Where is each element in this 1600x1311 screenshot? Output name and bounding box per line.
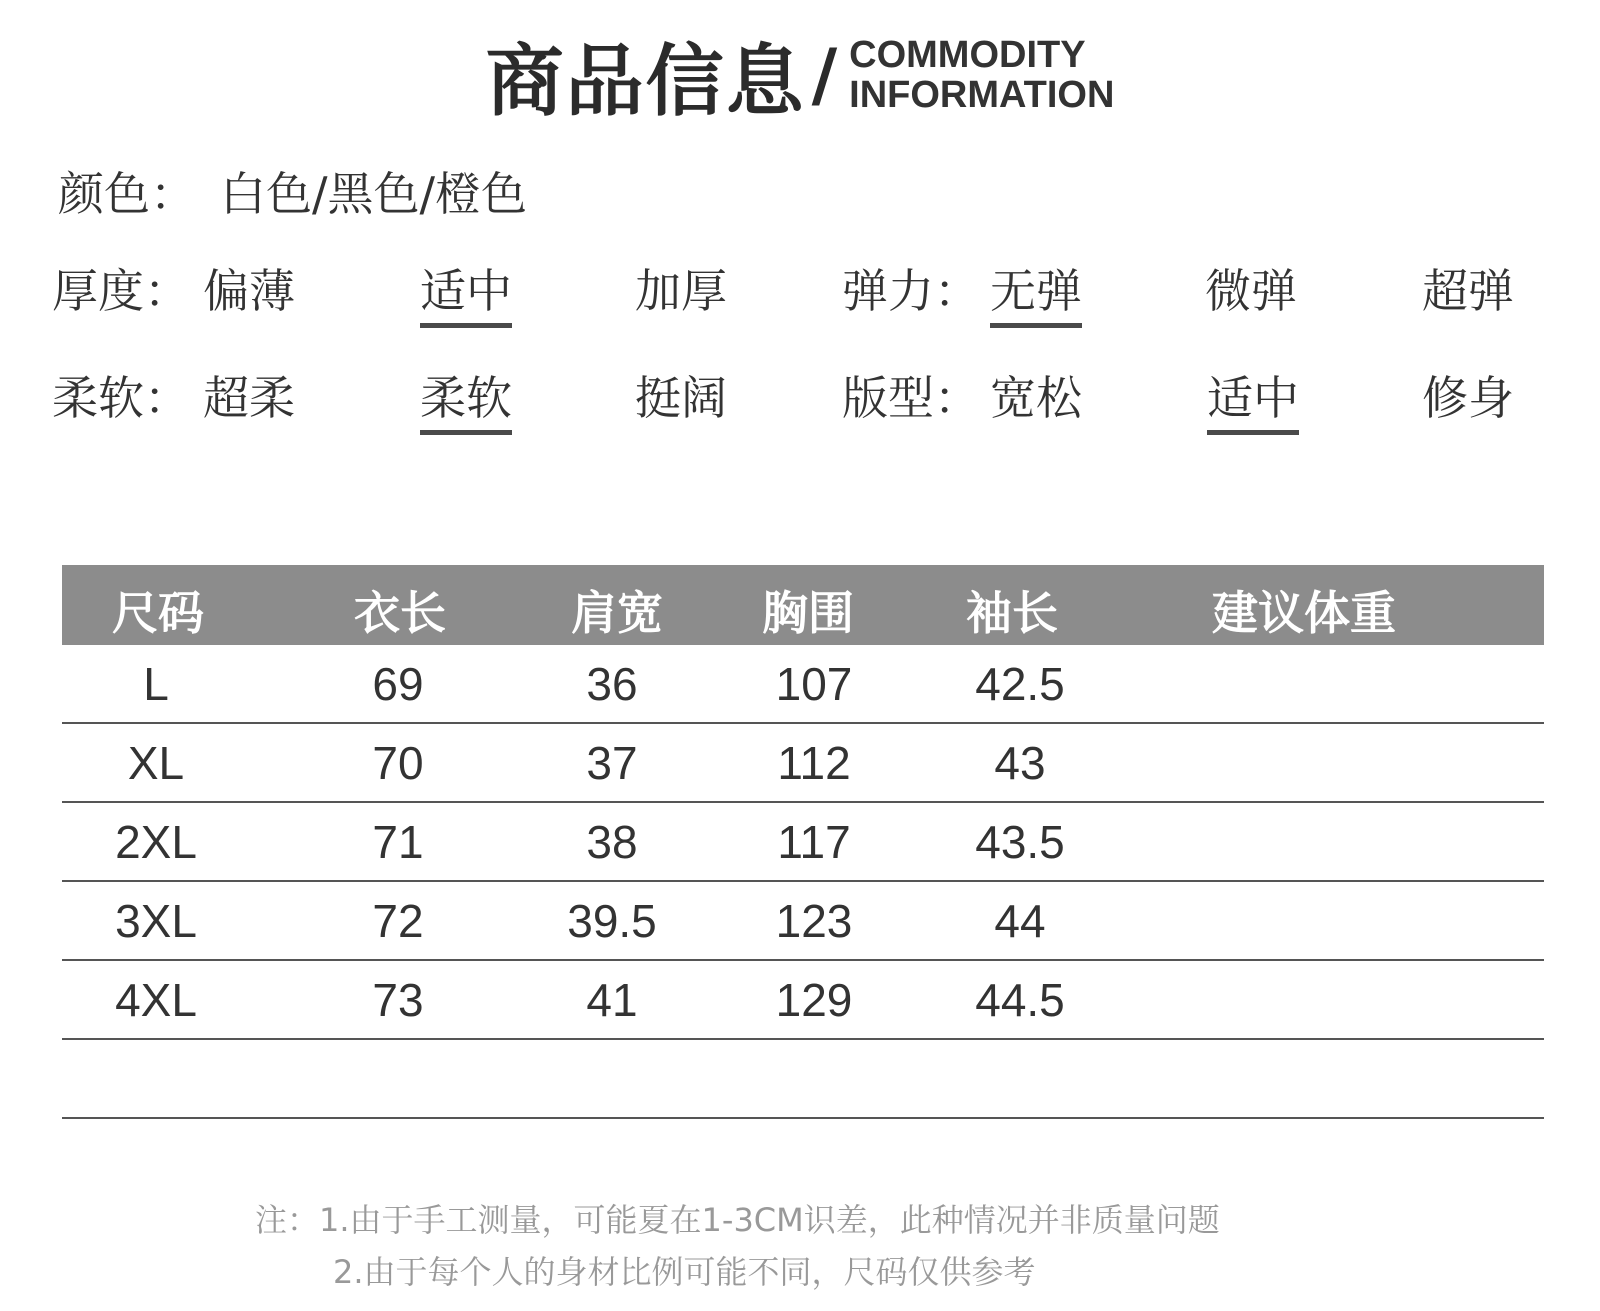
softness-option-super-soft: 超柔	[203, 371, 295, 425]
thickness-option-thick: 加厚	[635, 264, 727, 318]
table-row	[62, 645, 1544, 724]
cell-size: 2XL	[115, 816, 197, 868]
cell-length: 69	[372, 658, 424, 710]
cell-size: 4XL	[115, 974, 197, 1026]
size-table-header	[62, 565, 1544, 645]
thickness-option-medium-selected: 适中	[420, 255, 512, 328]
fit-label: 版型：	[842, 371, 980, 425]
softness-option-stiff: 挺阔	[635, 371, 727, 425]
cell-chest: 117	[777, 816, 851, 868]
title-separator: /	[811, 34, 838, 116]
table-row	[62, 882, 1544, 961]
fit-option-slim: 修身	[1422, 371, 1514, 425]
cell-length: 72	[372, 895, 424, 947]
title-english-line1: COMMODITY	[849, 34, 1086, 76]
cell-size: XL	[127, 737, 185, 789]
fit-option-loose: 宽松	[990, 371, 1082, 425]
cell-sleeve: 43.5	[975, 816, 1065, 868]
title-english	[849, 35, 1114, 115]
softness-option-soft-selected: 柔软	[420, 362, 512, 435]
thickness-option-thin: 偏薄	[203, 264, 295, 318]
attribute-row-softness-fit	[0, 362, 1600, 432]
elasticity-label: 弹力：	[842, 264, 980, 318]
page-title: 商品信息	[485, 37, 806, 127]
cell-length: 70	[372, 737, 424, 789]
note-line-2: 2.由于每个人的身材比例可能不同，尺码仅供参考	[333, 1253, 1036, 1291]
header-shoulder: 肩宽	[571, 586, 663, 640]
cell-sleeve: 44	[994, 895, 1046, 947]
cell-length: 73	[372, 974, 424, 1026]
color-label: 颜色：	[58, 167, 196, 221]
cell-size: 3XL	[115, 895, 197, 947]
color-info	[58, 158, 527, 224]
fit-option-regular-selected: 适中	[1207, 362, 1299, 435]
header-size: 尺码	[112, 586, 204, 640]
cell-sleeve: 43	[994, 737, 1046, 789]
cell-sleeve: 44.5	[975, 974, 1065, 1026]
header-sleeve: 袖长	[966, 586, 1058, 640]
thickness-label: 厚度：	[52, 264, 190, 318]
cell-shoulder: 36	[586, 658, 638, 710]
table-row	[62, 803, 1544, 882]
note-line-1: 注：1.由于手工测量，可能夏在1-3CM识差，此种情况并非质量问题	[255, 1201, 1220, 1239]
cell-shoulder: 41	[586, 974, 638, 1026]
attribute-row-thickness-elasticity	[0, 255, 1600, 325]
table-row	[62, 961, 1544, 1040]
cell-chest: 107	[775, 658, 853, 710]
size-table-body	[62, 645, 1544, 1119]
cell-length: 71	[372, 816, 424, 868]
elasticity-option-slight: 微弹	[1205, 264, 1297, 318]
cell-shoulder: 38	[586, 816, 638, 868]
size-table	[62, 565, 1544, 1119]
page-header	[0, 30, 1600, 127]
title-english-line2: INFORMATION	[849, 74, 1115, 116]
color-value: 白色/黑色/橙色	[220, 167, 527, 221]
cell-chest: 123	[775, 895, 853, 947]
cell-size: L	[143, 658, 169, 710]
header-weight: 建议体重	[1212, 586, 1396, 640]
elasticity-option-none-selected: 无弹	[990, 255, 1082, 328]
header-length: 衣长	[354, 586, 446, 640]
cell-sleeve: 42.5	[975, 658, 1065, 710]
elasticity-option-super: 超弹	[1422, 264, 1514, 318]
table-row	[62, 1040, 1544, 1119]
cell-shoulder: 39.5	[567, 895, 657, 947]
header-chest: 胸围	[762, 586, 854, 640]
cell-chest: 129	[775, 974, 853, 1026]
table-row	[62, 724, 1544, 803]
cell-chest: 112	[777, 737, 851, 789]
softness-label: 柔软：	[52, 371, 190, 425]
cell-shoulder: 37	[586, 737, 638, 789]
